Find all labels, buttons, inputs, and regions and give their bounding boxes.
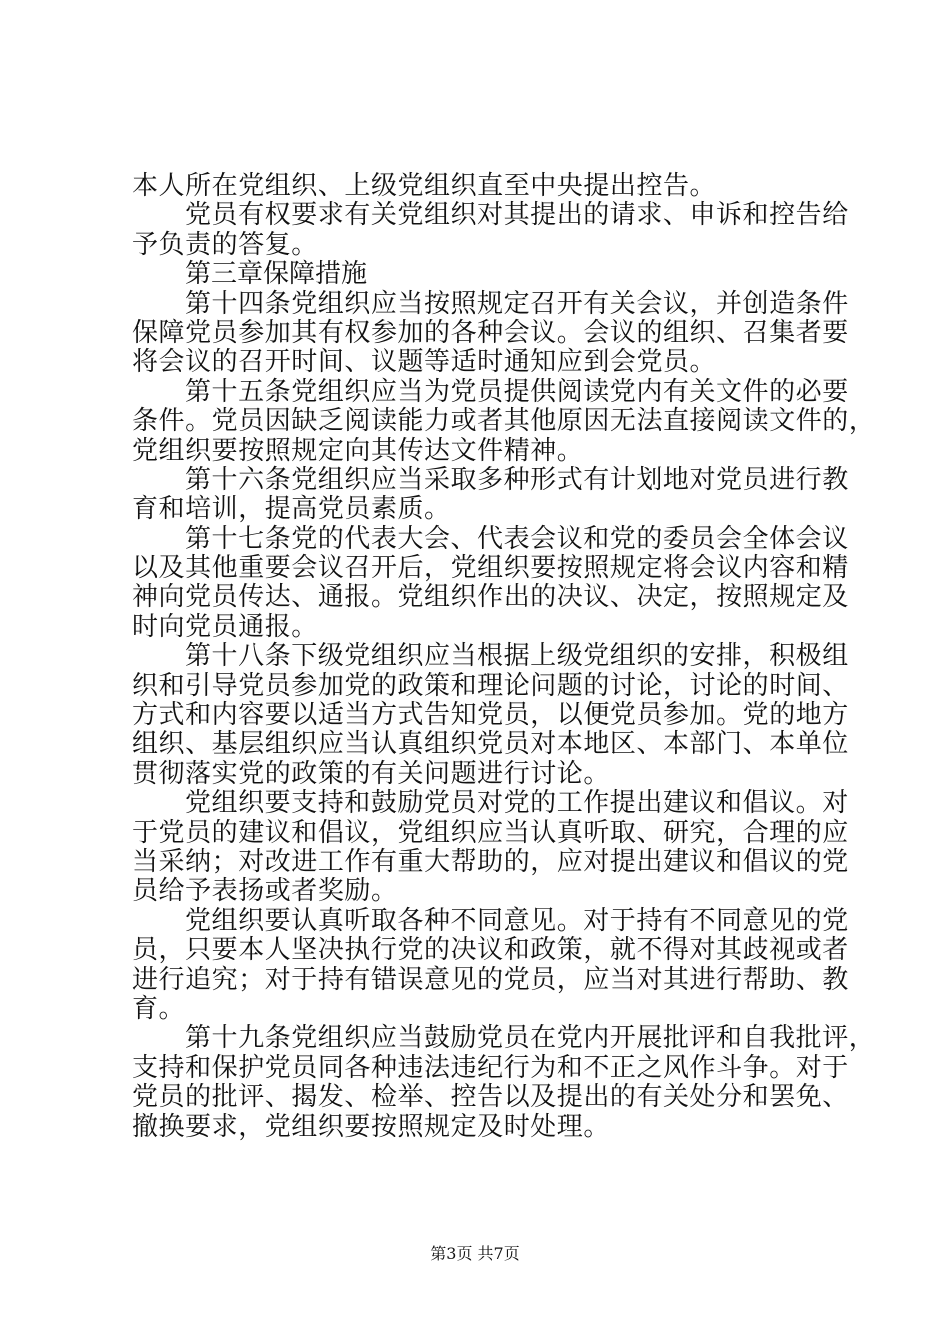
text-line: 支持和保护党员同各种违法违纪行为和不正之风作斗争。对于 [132, 1052, 849, 1083]
text-line: 贯彻落实党的政策的有关问题进行讨论。 [132, 758, 610, 789]
text-line: 第十九条党组织应当鼓励党员在党内开展批评和自我批评， [185, 1023, 876, 1054]
text-line: 第十八条下级党组织应当根据上级党组织的安排，积极组 [185, 641, 849, 672]
text-line: 第十六条党组织应当采取多种形式有计划地对党员进行教 [185, 464, 849, 495]
text-line: 员，只要本人坚决执行党的决议和政策，就不得对其歧视或者 [132, 935, 849, 966]
text-line: 进行追究；对于持有错误意见的党员，应当对其进行帮助、教 [132, 964, 849, 995]
text-line: 育和培训，提高党员素质。 [132, 494, 451, 525]
text-line: 时向党员通报。 [132, 611, 318, 642]
text-line: 撤换要求，党组织要按照规定及时处理。 [132, 1111, 610, 1142]
text-line: 织和引导党员参加党的政策和理论问题的讨论，讨论的时间、 [132, 670, 849, 701]
text-line: 予负责的答复。 [132, 229, 318, 260]
text-line: 于党员的建议和倡议，党组织应当认真听取、研究，合理的应 [132, 817, 849, 848]
text-line: 神向党员传达、通报。党组织作出的决议、决定，按照规定及 [132, 582, 849, 613]
text-line: 本人所在党组织、上级党组织直至中央提出控告。 [132, 171, 717, 201]
text-line: 保障党员参加其有权参加的各种会议。会议的组织、召集者要 [132, 317, 849, 348]
text-line: 将会议的召开时间、议题等适时通知应到会党员。 [132, 347, 717, 378]
text-line: 当采纳；对改进工作有重大帮助的，应对提出建议和倡议的党 [132, 846, 849, 877]
text-line: 党组织要按照规定向其传达文件精神。 [132, 435, 584, 466]
text-line: 方式和内容要以适当方式告知党员，以便党员参加。党的地方 [132, 700, 849, 731]
chapter-heading: 第三章保障措施 [185, 259, 368, 290]
text-line: 第十四条党组织应当按照规定召开有关会议，并创造条件 [185, 288, 849, 319]
page-number-footer: 第3页 共7页 [430, 1244, 520, 1263]
text-line: 党员的批评、揭发、检举、控告以及提出的有关处分和罢免、 [132, 1082, 849, 1113]
text-line: 员给予表扬或者奖励。 [132, 876, 398, 907]
text-line: 党组织要认真听取各种不同意见。对于持有不同意见的党 [185, 905, 849, 936]
text-line: 以及其他重要会议召开后，党组织要按照规定将会议内容和精 [132, 553, 849, 584]
text-line: 第十五条党组织应当为党员提供阅读党内有关文件的必要 [185, 376, 849, 407]
document-body [132, 171, 876, 1142]
text-line: 组织、基层组织应当认真组织党员对本地区、本部门、本单位 [132, 729, 849, 760]
text-line: 育。 [132, 993, 186, 1024]
text-line: 第十七条党的代表大会、代表会议和党的委员会全体会议 [185, 523, 849, 554]
text-line: 党组织要支持和鼓励党员对党的工作提出建议和倡议。对 [185, 788, 849, 819]
text-line: 条件。党员因缺乏阅读能力或者其他原因无法直接阅读文件的， [132, 406, 876, 437]
text-line: 党员有权要求有关党组织对其提出的请求、申诉和控告给 [185, 200, 849, 231]
